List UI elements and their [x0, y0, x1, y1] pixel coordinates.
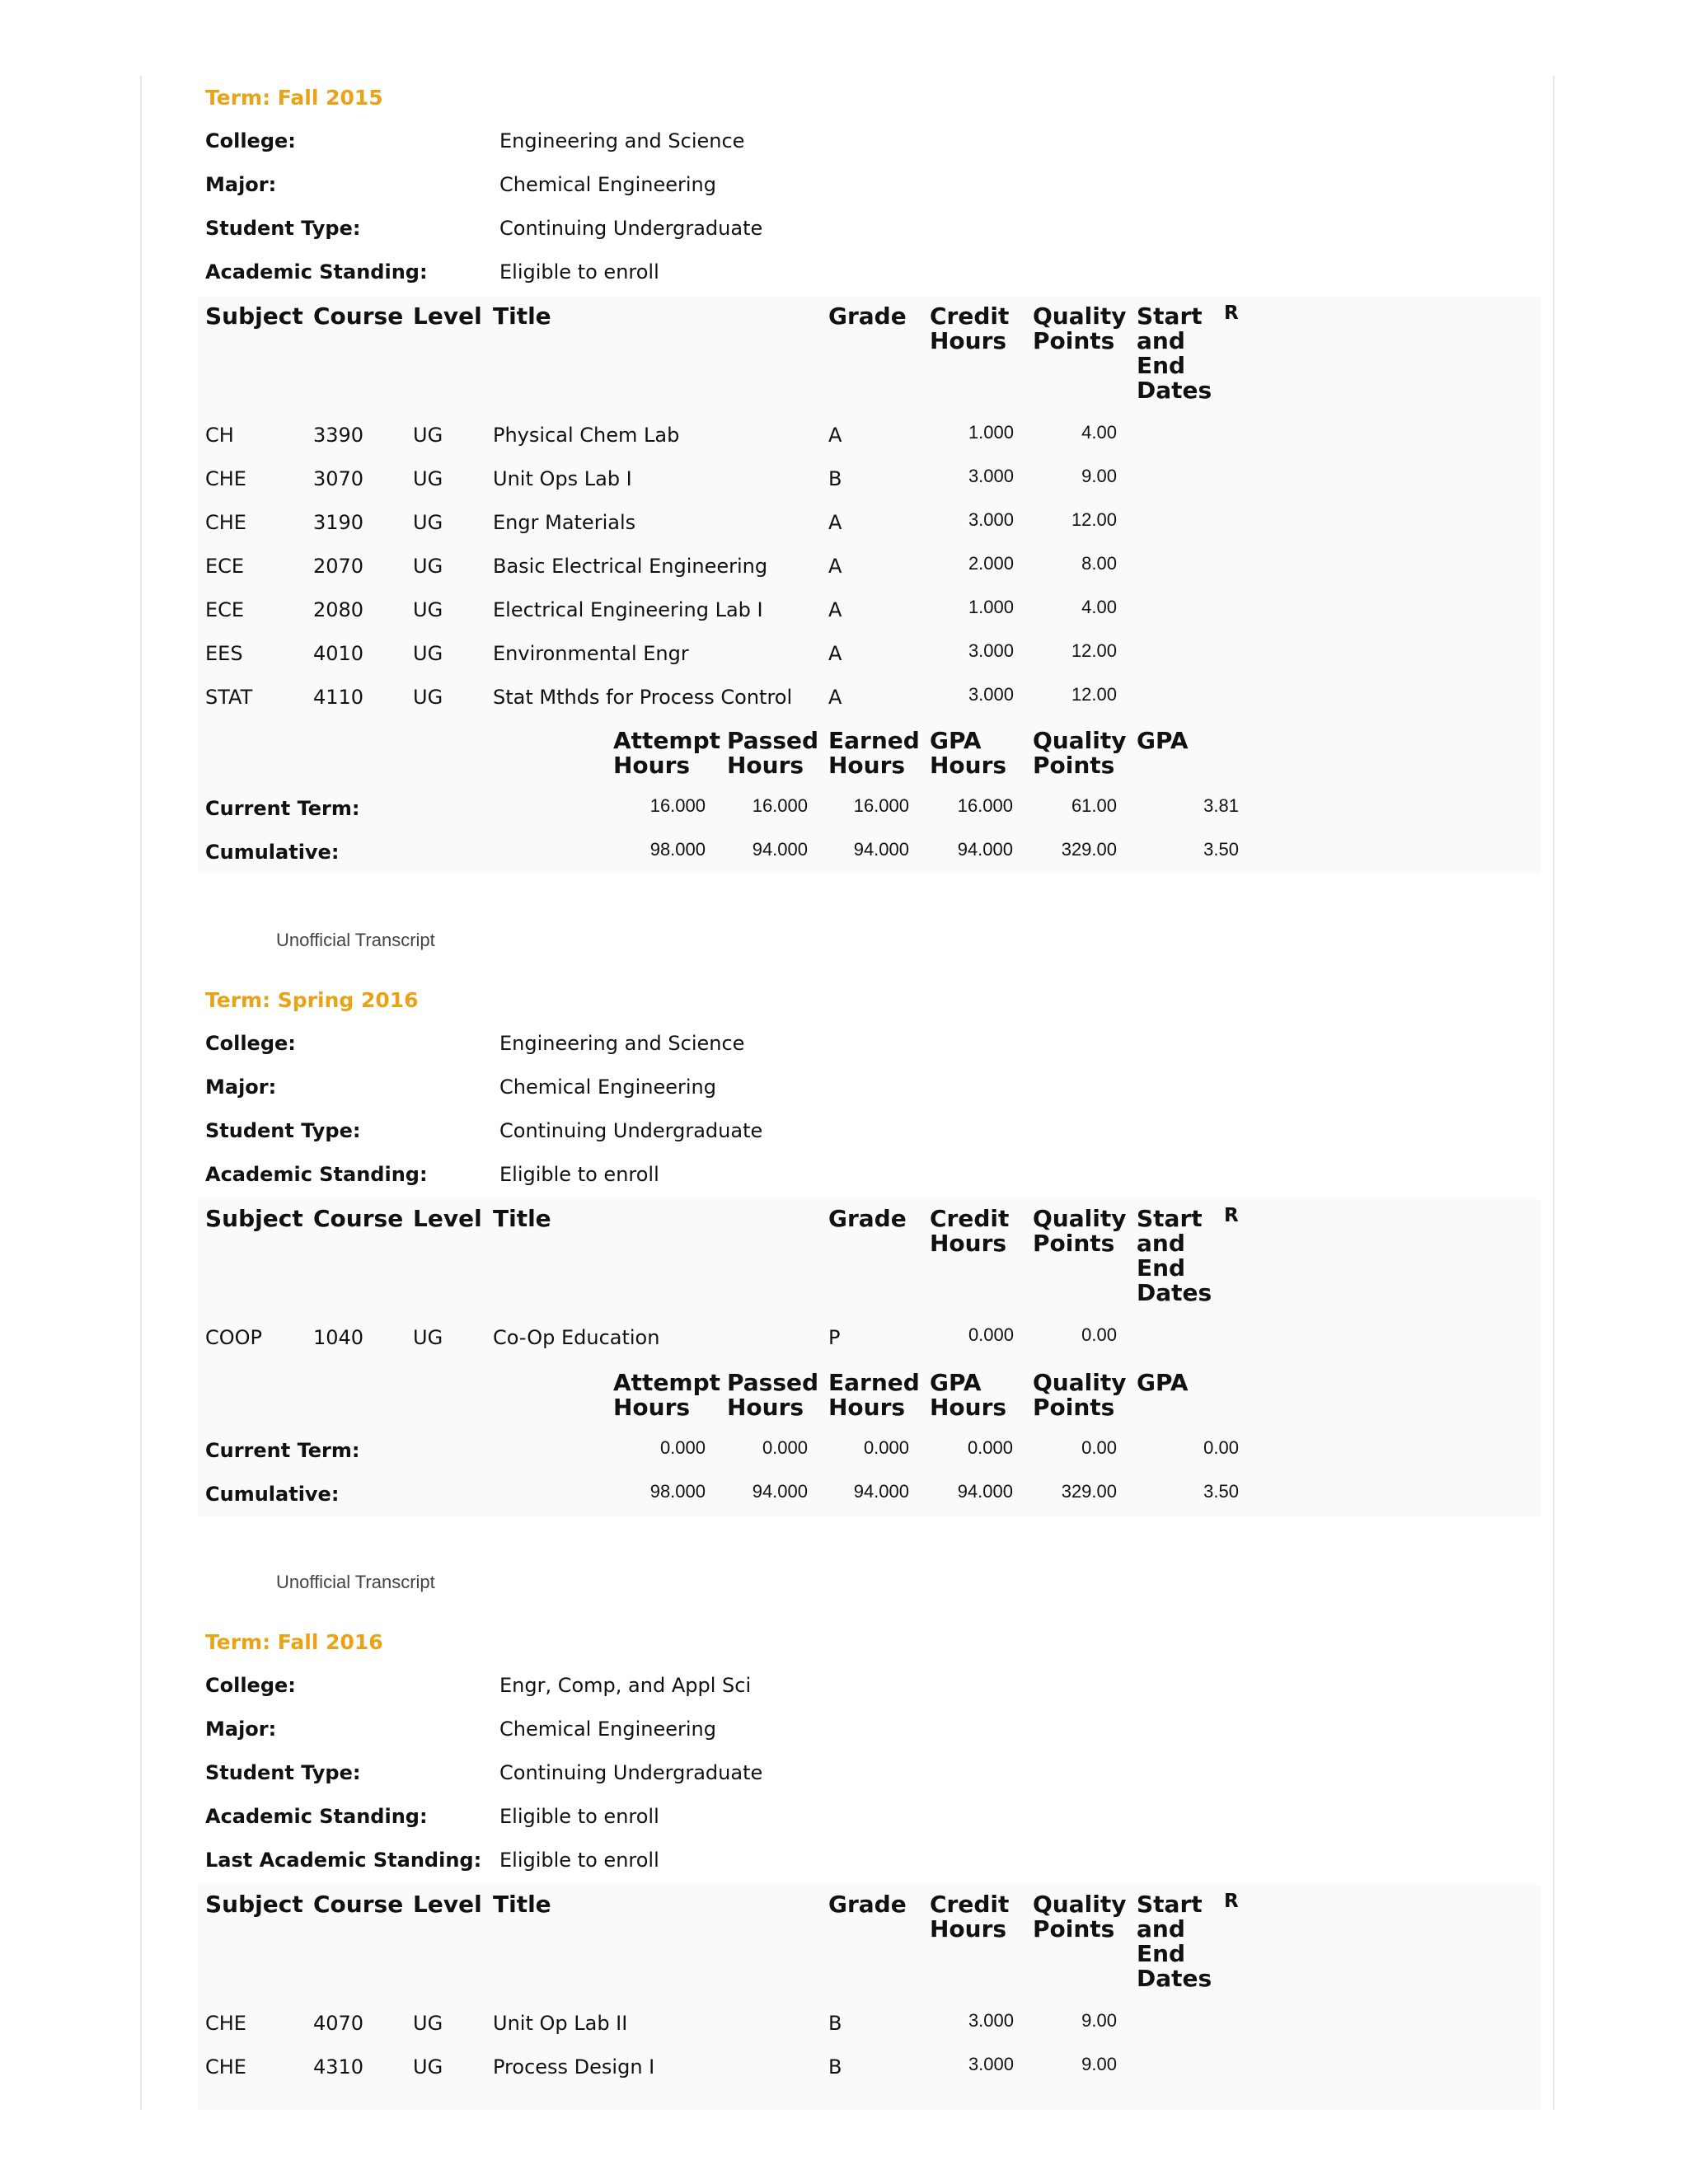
course-title: Environmental Engr	[493, 642, 689, 665]
course-level: UG	[413, 424, 443, 447]
info-label-last-academic-standing: Last Academic Standing:	[205, 1849, 482, 1872]
course-quality-points: 9.00	[1081, 2054, 1117, 2074]
course-level: UG	[413, 642, 443, 665]
info-value-last-academic-standing: Eligible to enroll	[499, 1849, 659, 1872]
totals-header-quality: Quality	[1033, 1369, 1127, 1396]
course-grade: A	[828, 511, 842, 534]
totals-current-quality: 0.00	[1081, 1437, 1117, 1458]
col-header-subject: Subject	[205, 302, 303, 330]
course-subject: CHE	[205, 511, 246, 534]
totals-current-gpa: 3.81	[1203, 795, 1239, 816]
course-credit-hours: 3.000	[968, 640, 1014, 661]
course-subject: ECE	[205, 598, 245, 621]
info-value-college: Engineering and Science	[499, 1032, 745, 1055]
col-header-quality-points: Quality	[1033, 1891, 1127, 1918]
course-grade: A	[828, 686, 842, 709]
totals-label-cumulative: Cumulative:	[205, 1483, 340, 1506]
col-header-title: Title	[493, 1205, 551, 1232]
unofficial-transcript-label: Unofficial Transcript	[276, 1572, 435, 1592]
totals-current-gpa-hours: 0.000	[967, 1437, 1013, 1458]
col-header-quality-points: Quality	[1033, 1205, 1127, 1232]
col-header-dates: and	[1137, 1915, 1185, 1943]
totals-cumulative-earned: 94.000	[853, 839, 909, 860]
totals-header-earned: Hours	[828, 752, 906, 779]
col-header-dates: End	[1137, 1254, 1186, 1282]
totals-current-gpa-hours: 16.000	[957, 795, 1013, 816]
course-quality-points: 4.00	[1081, 422, 1117, 443]
col-header-dates: Dates	[1137, 377, 1212, 404]
col-header-r: R	[1224, 1205, 1239, 1226]
course-number: 3190	[313, 511, 364, 534]
course-grade: B	[828, 2055, 842, 2079]
info-label-student-type: Student Type:	[205, 1761, 361, 1784]
totals-current-passed: 16.000	[752, 795, 808, 816]
course-credit-hours: 1.000	[968, 597, 1014, 617]
col-header-dates: Dates	[1137, 1279, 1212, 1306]
totals-cumulative-gpa: 3.50	[1203, 839, 1239, 860]
totals-current-earned: 16.000	[853, 795, 909, 816]
course-title: Stat Mthds for Process Control	[493, 686, 793, 709]
totals-header-quality: Points	[1033, 1394, 1115, 1421]
info-label-student-type: Student Type:	[205, 217, 361, 240]
info-label-college: College:	[205, 1032, 296, 1055]
course-level: UG	[413, 1326, 443, 1349]
col-header-course: Course	[313, 302, 404, 330]
col-header-quality-points: Points	[1033, 1230, 1115, 1257]
totals-label-cumulative: Cumulative:	[205, 841, 340, 864]
term-title: Term: Fall 2015	[205, 86, 383, 110]
course-title: Process Design I	[493, 2055, 655, 2079]
totals-header-gpa: GPA	[1137, 1369, 1189, 1396]
course-subject: CHE	[205, 2055, 246, 2079]
course-level: UG	[413, 2012, 443, 2035]
course-credit-hours: 3.000	[968, 2010, 1014, 2031]
course-title: Unit Ops Lab I	[493, 467, 632, 490]
info-label-academic-standing: Academic Standing:	[205, 260, 428, 284]
course-level: UG	[413, 2055, 443, 2079]
col-header-dates: Start	[1137, 1891, 1203, 1918]
totals-header-passed: Hours	[727, 1394, 804, 1421]
table-band	[198, 297, 1541, 874]
info-value-college: Engineering and Science	[499, 129, 745, 152]
col-header-credit-hours: Credit	[930, 1205, 1010, 1232]
course-credit-hours: 2.000	[968, 553, 1014, 574]
course-subject: COOP	[205, 1326, 263, 1349]
totals-header-gpa-hours: GPA	[930, 1369, 982, 1396]
col-header-level: Level	[413, 1891, 482, 1918]
course-credit-hours: 0.000	[968, 1324, 1014, 1345]
totals-header-gpa: GPA	[1137, 727, 1189, 754]
col-header-grade: Grade	[828, 1205, 907, 1232]
course-quality-points: 8.00	[1081, 553, 1117, 574]
unofficial-transcript-label: Unofficial Transcript	[276, 930, 435, 950]
course-quality-points: 12.00	[1071, 509, 1117, 530]
totals-cumulative-earned: 94.000	[853, 1481, 909, 1502]
info-label-college: College:	[205, 1674, 296, 1697]
totals-header-attempt: Hours	[613, 1394, 691, 1421]
col-header-course: Course	[313, 1891, 404, 1918]
col-header-quality-points: Points	[1033, 1915, 1115, 1943]
col-header-dates: End	[1137, 1940, 1186, 1967]
col-header-title: Title	[493, 302, 551, 330]
course-quality-points: 12.00	[1071, 640, 1117, 661]
totals-cumulative-attempt: 98.000	[649, 839, 706, 860]
totals-cumulative-passed: 94.000	[752, 839, 808, 860]
totals-cumulative-gpa: 3.50	[1203, 1481, 1239, 1502]
course-number: 4310	[313, 2055, 364, 2079]
course-quality-points: 12.00	[1071, 684, 1117, 705]
info-value-major: Chemical Engineering	[499, 1718, 716, 1741]
info-value-student-type: Continuing Undergraduate	[499, 1119, 763, 1142]
col-header-credit-hours: Hours	[930, 327, 1007, 354]
totals-header-earned: Hours	[828, 1394, 906, 1421]
totals-cumulative-quality: 329.00	[1061, 1481, 1117, 1502]
col-header-dates: End	[1137, 352, 1186, 379]
info-value-college: Engr, Comp, and Appl Sci	[499, 1674, 752, 1697]
course-subject: EES	[205, 642, 243, 665]
totals-current-attempt: 0.000	[659, 1437, 706, 1458]
totals-current-earned: 0.000	[863, 1437, 909, 1458]
col-header-subject: Subject	[205, 1891, 303, 1918]
totals-cumulative-gpa-hours: 94.000	[957, 839, 1013, 860]
totals-header-earned: Earned	[828, 1369, 920, 1396]
col-header-r: R	[1224, 1891, 1239, 1912]
info-label-academic-standing: Academic Standing:	[205, 1163, 428, 1186]
course-subject: CH	[205, 424, 234, 447]
course-subject: CHE	[205, 467, 246, 490]
totals-label-current: Current Term:	[205, 1439, 360, 1462]
course-grade: B	[828, 467, 842, 490]
course-subject: STAT	[205, 686, 253, 709]
course-number: 4010	[313, 642, 364, 665]
col-header-credit-hours: Hours	[930, 1230, 1007, 1257]
col-header-credit-hours: Credit	[930, 302, 1010, 330]
course-number: 4070	[313, 2012, 364, 2035]
col-header-level: Level	[413, 302, 482, 330]
info-label-major: Major:	[205, 1718, 277, 1741]
col-header-quality-points: Points	[1033, 327, 1115, 354]
course-number: 1040	[313, 1326, 364, 1349]
totals-current-gpa: 0.00	[1203, 1437, 1239, 1458]
info-value-academic-standing: Eligible to enroll	[499, 1163, 659, 1186]
col-header-quality-points: Quality	[1033, 302, 1127, 330]
course-credit-hours: 3.000	[968, 509, 1014, 530]
col-header-dates: Start	[1137, 302, 1203, 330]
totals-current-passed: 0.000	[762, 1437, 808, 1458]
info-label-student-type: Student Type:	[205, 1119, 361, 1142]
course-level: UG	[413, 467, 443, 490]
info-value-academic-standing: Eligible to enroll	[499, 260, 659, 284]
course-credit-hours: 1.000	[968, 422, 1014, 443]
totals-header-earned: Earned	[828, 727, 920, 754]
course-number: 2080	[313, 598, 364, 621]
totals-header-gpa-hours: GPA	[930, 727, 982, 754]
totals-header-passed: Hours	[727, 752, 804, 779]
course-grade: A	[828, 642, 842, 665]
totals-header-gpa-hours: Hours	[930, 1394, 1007, 1421]
term-title: Term: Spring 2016	[205, 988, 419, 1012]
table-band	[198, 1885, 1541, 2110]
totals-header-gpa-hours: Hours	[930, 752, 1007, 779]
course-grade: A	[828, 598, 842, 621]
info-label-academic-standing: Academic Standing:	[205, 1805, 428, 1828]
totals-cumulative-passed: 94.000	[752, 1481, 808, 1502]
course-number: 2070	[313, 555, 364, 578]
totals-header-attempt: Attempt	[613, 727, 721, 754]
info-label-college: College:	[205, 129, 296, 152]
totals-current-quality: 61.00	[1071, 795, 1117, 816]
col-header-dates: Start	[1137, 1205, 1203, 1232]
col-header-r: R	[1224, 302, 1239, 324]
course-credit-hours: 3.000	[968, 2054, 1014, 2074]
totals-current-attempt: 16.000	[649, 795, 706, 816]
totals-header-passed: Passed	[727, 1369, 819, 1396]
course-number: 4110	[313, 686, 364, 709]
info-label-major: Major:	[205, 173, 277, 196]
totals-cumulative-attempt: 98.000	[649, 1481, 706, 1502]
col-header-credit-hours: Hours	[930, 1915, 1007, 1943]
course-title: Basic Electrical Engineering	[493, 555, 768, 578]
course-quality-points: 9.00	[1081, 2010, 1117, 2031]
course-subject: ECE	[205, 555, 245, 578]
course-grade: P	[828, 1326, 841, 1349]
totals-cumulative-quality: 329.00	[1061, 839, 1117, 860]
course-credit-hours: 3.000	[968, 466, 1014, 486]
course-level: UG	[413, 511, 443, 534]
course-number: 3390	[313, 424, 364, 447]
col-header-credit-hours: Credit	[930, 1891, 1010, 1918]
course-level: UG	[413, 555, 443, 578]
course-title: Electrical Engineering Lab I	[493, 598, 763, 621]
info-value-academic-standing: Eligible to enroll	[499, 1805, 659, 1828]
course-credit-hours: 3.000	[968, 684, 1014, 705]
info-value-student-type: Continuing Undergraduate	[499, 217, 763, 240]
col-header-grade: Grade	[828, 1891, 907, 1918]
info-value-student-type: Continuing Undergraduate	[499, 1761, 763, 1784]
col-header-course: Course	[313, 1205, 404, 1232]
info-label-major: Major:	[205, 1076, 277, 1099]
course-number: 3070	[313, 467, 364, 490]
course-grade: A	[828, 424, 842, 447]
totals-cumulative-gpa-hours: 94.000	[957, 1481, 1013, 1502]
totals-header-quality: Quality	[1033, 727, 1127, 754]
col-header-dates: Dates	[1137, 1965, 1212, 1992]
term-title: Term: Fall 2016	[205, 1630, 383, 1654]
totals-header-attempt: Attempt	[613, 1369, 721, 1396]
table-band	[198, 1199, 1541, 1516]
col-header-grade: Grade	[828, 302, 907, 330]
course-subject: CHE	[205, 2012, 246, 2035]
col-header-dates: and	[1137, 1230, 1185, 1257]
info-value-major: Chemical Engineering	[499, 173, 716, 196]
col-header-subject: Subject	[205, 1205, 303, 1232]
course-level: UG	[413, 686, 443, 709]
col-header-title: Title	[493, 1891, 551, 1918]
course-level: UG	[413, 598, 443, 621]
course-grade: A	[828, 555, 842, 578]
totals-header-attempt: Hours	[613, 752, 691, 779]
course-quality-points: 0.00	[1081, 1324, 1117, 1345]
col-header-dates: and	[1137, 327, 1185, 354]
totals-header-quality: Points	[1033, 752, 1115, 779]
course-grade: B	[828, 2012, 842, 2035]
course-quality-points: 4.00	[1081, 597, 1117, 617]
course-title: Co-Op Education	[493, 1326, 660, 1349]
col-header-level: Level	[413, 1205, 482, 1232]
info-value-major: Chemical Engineering	[499, 1076, 716, 1099]
course-title: Unit Op Lab II	[493, 2012, 628, 2035]
course-title: Physical Chem Lab	[493, 424, 680, 447]
course-title: Engr Materials	[493, 511, 636, 534]
course-quality-points: 9.00	[1081, 466, 1117, 486]
totals-label-current: Current Term:	[205, 797, 360, 820]
totals-header-passed: Passed	[727, 727, 819, 754]
